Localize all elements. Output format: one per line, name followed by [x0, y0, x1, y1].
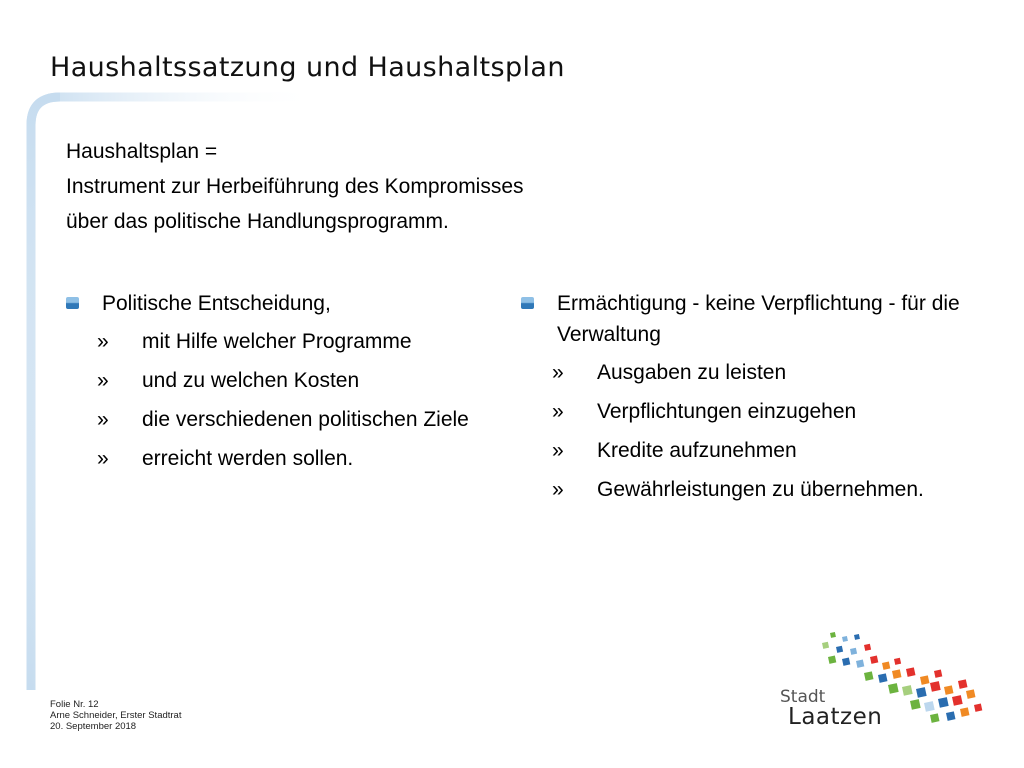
- logo-mosaic-tile: [822, 642, 829, 649]
- sub-item: [66, 443, 506, 474]
- bullet-square-icon: [521, 297, 534, 309]
- logo-mosaic-tile: [958, 679, 967, 688]
- city-logo: [770, 625, 1010, 735]
- logo-mosaic-tile: [966, 689, 975, 698]
- sub-item-text: mit Hilfe welcher Programme: [142, 330, 412, 353]
- sub-item-text: Gewährleistungen zu übernehmen.: [597, 478, 924, 501]
- chevron-marker-icon: »: [552, 400, 564, 423]
- sub-item: [66, 365, 506, 396]
- sub-item-text: Verpflichtungen einzugehen: [597, 400, 857, 423]
- sub-item-text: Ausgaben zu leisten: [597, 361, 787, 384]
- slide-title: Haushaltssatzung und Haushaltsplan: [50, 52, 565, 83]
- logo-mosaic-tile: [836, 646, 843, 653]
- sub-item: [521, 435, 971, 466]
- logo-mosaic-tile: [944, 685, 953, 694]
- sub-list: [66, 326, 506, 474]
- footer: [50, 699, 181, 732]
- intro-line: Haushaltsplan =: [66, 140, 218, 163]
- logo-mosaic-tile: [902, 685, 913, 696]
- sub-item-text: erreicht werden sollen.: [142, 447, 354, 470]
- logo-mosaic-tile: [830, 632, 836, 638]
- logo-mosaic-tile: [888, 683, 899, 694]
- chevron-marker-icon: »: [97, 408, 109, 431]
- sub-item-text: und zu welchen Kosten: [142, 369, 360, 392]
- left-column: [66, 288, 506, 482]
- footer-author: Arne Schneider, Erster Stadtrat: [50, 710, 182, 721]
- logo-mosaic-tile: [934, 670, 942, 678]
- logo-mosaic-tile: [916, 687, 927, 698]
- logo-text-stadt: Stadt: [780, 687, 826, 707]
- logo-mosaic-tile: [920, 675, 929, 684]
- right-column: [521, 288, 971, 513]
- sub-item-text: Kredite aufzunehmen: [597, 439, 797, 462]
- logo-mosaic-tile: [882, 662, 890, 670]
- logo-mosaic-tile: [842, 636, 848, 642]
- intro-text: [66, 134, 524, 239]
- logo-mosaic-tile: [930, 681, 941, 692]
- logo-mosaic-tile: [910, 699, 921, 710]
- sub-item: [521, 396, 971, 427]
- chevron-marker-icon: »: [552, 439, 564, 462]
- logo-mosaic-tile: [930, 713, 939, 722]
- logo-mosaic-tile: [864, 671, 873, 680]
- logo-mosaic-tile: [850, 648, 857, 655]
- chevron-marker-icon: »: [552, 361, 564, 384]
- logo-mosaic-tile: [906, 667, 915, 676]
- chevron-marker-icon: »: [552, 478, 564, 501]
- slide-number: Folie Nr. 12: [50, 699, 99, 710]
- logo-mosaic-tile: [842, 658, 850, 666]
- logo-mosaic-tile: [864, 644, 871, 651]
- logo-text-laatzen: Laatzen: [788, 704, 883, 730]
- logo-mosaic-tile: [892, 669, 901, 678]
- sub-item: [521, 357, 971, 388]
- logo-mosaic-tile: [952, 695, 963, 706]
- logo-mosaic-tile: [870, 656, 878, 664]
- logo-mosaic-tile: [878, 673, 887, 682]
- chevron-marker-icon: »: [97, 330, 109, 353]
- intro-line: Instrument zur Herbeiführung des Kompromisses: [66, 175, 524, 198]
- sub-item: [521, 474, 971, 505]
- bullet-text: Politische Entscheidung,: [102, 292, 331, 315]
- chevron-marker-icon: »: [97, 369, 109, 392]
- bullet-text: Ermächtigung - keine Verpflichtung - für die Verwaltung: [557, 292, 960, 346]
- logo-mosaic-tile: [894, 658, 901, 665]
- chevron-marker-icon: »: [97, 447, 109, 470]
- bullet-square-icon: [66, 297, 79, 309]
- sub-item: [66, 326, 506, 357]
- sub-item-text: die verschiedenen politischen Ziele: [142, 408, 469, 431]
- logo-mosaic-tile: [974, 704, 982, 712]
- intro-line: über das politische Handlungsprogramm.: [66, 210, 449, 233]
- logo-mosaic-tile: [960, 707, 969, 716]
- logo-mosaic-tile: [854, 634, 860, 640]
- bullet-item: [521, 288, 971, 350]
- logo-mosaic-tile: [856, 660, 864, 668]
- sub-list: [521, 357, 971, 505]
- logo-mosaic-tile: [938, 697, 949, 708]
- sub-item: [66, 404, 506, 435]
- footer-date: 20. September 2018: [50, 721, 137, 732]
- logo-mosaic-tile: [828, 656, 836, 664]
- logo-mosaic-tile: [924, 701, 935, 712]
- logo-mosaic-tile: [946, 711, 955, 720]
- bullet-item: [66, 288, 506, 319]
